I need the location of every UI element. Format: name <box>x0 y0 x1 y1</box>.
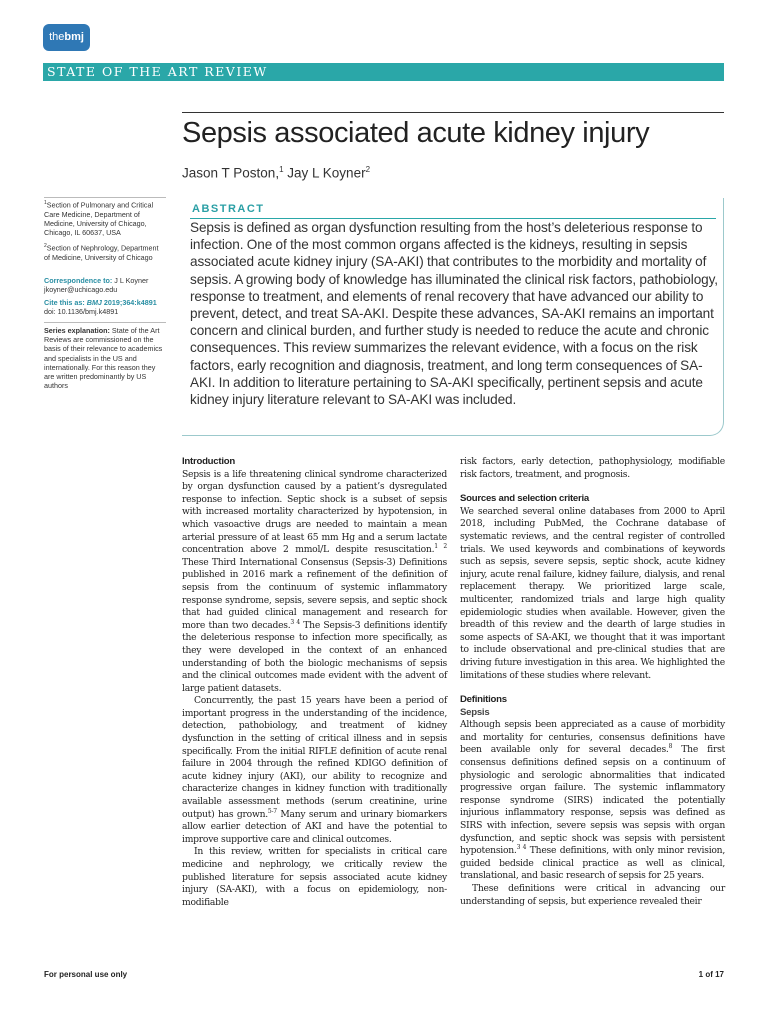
abstract-text: Sepsis is defined as organ dysfunction resulting from the host’s deleterious response to infection. One of the most common organs affected is the kidneys, resulting in sepsis associated acute kidney injury (SA-AKI) that contributes to the morbidity and mortality of sepsis. A growing body of knowledge has illuminated the clinical risk factors, pathobiology, response to treatment, and elements of renal recovery that have advanced our ability to prevent, detect, and treat SA-AKI. Despite these advances, SA-AKI remains an important concern and clinical burden, and further study is needed to reduce the acute and chronic consequences. This review summarizes the relevant evidence, with a focus on the risk factors, early recognition and diagnosis, treatment, and long term consequences of SA-AKI. In addition to literature pertaining to SA-AKI specifically, pertinent sepsis and acute kidney injury literature relevant to SA-AKI was included. <box>190 220 718 408</box>
paragraph: We searched several online databases from 2000 to April 2018, including PubMed, the Cochrane database of systematic reviews, and the central register of controlled trials. We used keywords and combinations of keywords such as sepsis, severe sepsis, septic shock, acute kidney injury, acute renal failure, kidney failure, dialysis, and renal replacement therapy. We prioritized large scale, multicenter, randomized trials and large high quality epidemiologic studies when available. However, given the breadth of this review and the dearth of large studies in some aspects of SA-AKI, we thought that it was important to include observational and pre-clinical studies that are driving future investigation in this area. We highlighted the limitations of these studies where relevant. <box>460 505 725 681</box>
sidebar-divider <box>44 197 166 198</box>
citation-ref[interactable]: 5-7 <box>267 807 277 815</box>
cite-label: Cite this as: <box>44 298 85 307</box>
logo-brand: bmj <box>64 31 84 43</box>
logo-prefix: the <box>49 31 65 43</box>
author-affiliation-mark: 2 <box>365 165 371 174</box>
citation-ref[interactable]: 3 4 <box>290 618 300 626</box>
correspondence <box>44 276 166 294</box>
paragraph: risk factors, early detection, pathophysiology, modifiable risk factors, treatment, and prognosis. <box>460 456 725 480</box>
series-explanation <box>44 326 166 390</box>
paragraph: Sepsis is a life threatening clinical syndrome characterized by organ dysfunction caused by a patient’s dysregulated response to infection. Septic shock is a subset of sepsis with increased mortality characterized by hypotension, in which vasoactive drugs are needed to maintain a mean arterial pressure of at least 65 mm Hg and a serum lactate concentration above 2 mmol/L despite resuscitation.$^{1 2}$ These Third International Consensus (Sepsis-3) Definitions published in 2016 mark a refinement of the definition of sepsis from the continuum of systemic inflammatory response syndrome, sepsis, severe sepsis, and septic shock that had guided clinical management and research for more than two decades.$^{3 4}$ The Sepsis-3 definitions identify the deleterious response to infection more specifically, as they were developed in the context of an enhanced understanding of both the biologic mechanisms of sepsis and the clinical outcomes made evident with the advent of large patient datasets. <box>182 468 448 694</box>
sidebar-divider <box>44 322 166 323</box>
paragraph: Although sepsis been appreciated as a cause of morbidity and mortality for centuries, consensus definitions have been available only for several decades.$^8$ The first consensus definitions defined sepsis on a continuum of physiologic and serologic abnormalities that indicated progressive organ failure. The systemic inflammatory response syndrome (SIRS) indicated the potentially injurious inflammatory response, sepsis was defined as SIRS with infection, severe sepsis was sepsis with organ dysfunction, and septic shock was sepsis with persistent hypotension.$^{3 4}$ These definitions, with only minor revision, guided bedside clinical practice as well as clinical, translational, and basic research of sepsis for 25 years. <box>460 719 725 882</box>
author-list <box>182 165 370 181</box>
doi[interactable]: doi: 10.1136/bmj.k4891 <box>44 307 119 317</box>
correspondence-label: Correspondence to: <box>44 276 113 285</box>
page-number: 1 of 17 <box>698 970 724 979</box>
cite-journal: BMJ <box>84 298 102 307</box>
footer-usage-note: For personal use only <box>44 970 128 979</box>
citation-ref[interactable]: 3 4 <box>516 844 527 852</box>
author-name: Jason T Poston, <box>182 165 280 181</box>
series-text: State of the Art Reviews are commissioned on the basis of their relevance to academics and specialists in the US and internationally. For this reason they are written predominantly by US authors <box>44 326 163 391</box>
body-column-right <box>460 456 725 908</box>
paragraph: In this review, written for specialists in critical care medicine and nephrology, we critically review the published literature for sepsis associated acute kidney injury (SA-AKI), with a focus on epidemiology, non-modifiable <box>182 846 447 908</box>
abstract-label: ABSTRACT <box>192 203 265 215</box>
section-heading-definitions: Definitions <box>460 694 507 706</box>
author-affiliation-mark: 1 <box>279 165 284 174</box>
series-label: Series explanation: <box>44 326 110 335</box>
paragraph: These definitions were critical in advancing our understanding of sepsis, but experience revealed their <box>460 883 725 907</box>
citation-ref[interactable]: 8 <box>668 743 673 751</box>
section-heading-sources: Sources and selection criteria <box>460 493 590 505</box>
citation <box>44 298 166 316</box>
affiliation-1: $^1$Section of Pulmonary and Critical Care Medicine, Department of Medicine, University of Chicago, Chicago, IL 60637, USA <box>44 200 154 237</box>
citation-ref[interactable]: 1 2 <box>434 543 448 551</box>
section-heading-introduction: Introduction <box>182 456 235 467</box>
correspondence-name: J L Koyner <box>112 276 149 285</box>
affiliation-2: $^2$Section of Nephrology, Department of Medicine, University of Chicago <box>44 243 159 262</box>
article-title: Sepsis associated acute kidney injury <box>182 117 650 149</box>
subheading-sepsis: Sepsis <box>460 706 490 718</box>
bmj-logo[interactable] <box>43 24 90 51</box>
correspondence-email[interactable]: jkoyner@uchicago.edu <box>44 285 118 295</box>
body-column-left <box>182 456 447 909</box>
author-name: Jay L Koyner <box>283 165 366 181</box>
section-band: STATE OF THE ART REVIEW <box>43 63 724 81</box>
title-rule <box>182 112 724 113</box>
paragraph: Concurrently, the past 15 years have been a period of important progress in the understanding of the incidence, detection, pathobiology, and treatment of kidney dysfunction in the setting of critical illness and in sepsis specifically. From the initial RIFLE definition of acute renal failure in 2004 through the refined KDIGO definition of acute kidney injury (AKI), our ability to recognize and characterize changes in kidney function with traditionally available assessment methods (serum creatinine, urine output) has grown.$^{5-7}$ Many serum and urinary biomarkers allow earlier detection of AKI and have the potential to improve supportive care and clinical outcomes. <box>182 695 447 845</box>
cite-reference: 2019;364:k4891 <box>101 298 157 307</box>
